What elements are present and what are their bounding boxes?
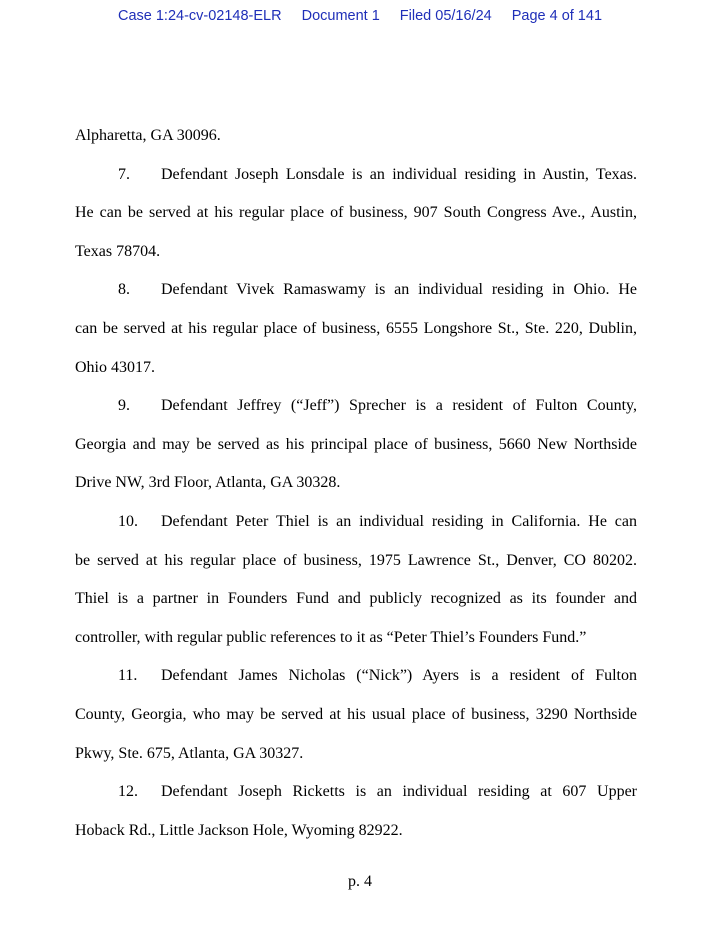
text-line: controller, with regular public references to it as “Peter Thiel’s Founders Fund.”: [75, 628, 587, 646]
text-line: He can be served at his regular place of business, 907 South Congress Ave., Austin,: [75, 204, 637, 222]
paragraph-7-line: 7. Defendant Joseph Lonsdale is an individual residing in Austin, Texas.: [75, 156, 637, 195]
ecf-header: [0, 8, 720, 24]
filed-date: Filed 05/16/24: [399, 8, 492, 24]
text-line: Pkwy, Ste. 675, Atlanta, GA 30327.: [75, 744, 304, 762]
text-line: Texas 78704.: [75, 242, 161, 260]
text-line: can be served at his regular place of business, 6555 Longshore St., Ste. 220, Dublin,: [75, 319, 637, 337]
paragraph-8-line: 8. Defendant Vivek Ramaswamy is an individual residing in Ohio. He: [75, 271, 637, 310]
document-body: [75, 117, 637, 850]
page-count: Page 4 of 141: [511, 8, 603, 24]
paragraph-number: 8.: [118, 281, 130, 299]
paragraph-11-line: 11. Defendant James Nicholas (“Nick”) Ayers is a resident of Fulton: [75, 657, 637, 696]
paragraph-number: 9.: [118, 397, 130, 415]
text-line: Georgia and may be served as his principal place of business, 5660 New Northside: [75, 435, 637, 453]
text-line: be served at his regular place of business, 1975 Lawrence St., Denver, CO 80202.: [75, 551, 637, 569]
text-line: Alpharetta, GA 30096.: [75, 127, 221, 144]
paragraph-number: 12.: [118, 783, 138, 801]
paragraph-9-line: 9. Defendant Jeffrey (“Jeff”) Sprecher is a resident of Fulton County,: [75, 387, 637, 426]
text-line: Ohio 43017.: [75, 358, 155, 376]
text-line: Hoback Rd., Little Jackson Hole, Wyoming 82922.: [75, 821, 403, 839]
paragraph-10-line: 10. Defendant Peter Thiel is an individual residing in California. He can: [75, 503, 637, 542]
document-number: Document 1: [301, 8, 380, 24]
text-line: County, Georgia, who may be served at his usual place of business, 3290 Northside: [75, 705, 637, 723]
case-number: Case 1:24-cv-02148-ELR: [117, 8, 282, 24]
paragraph-12-line: 12. Defendant Joseph Ricketts is an individual residing at 607 Upper: [75, 773, 637, 812]
page-number: p. 4: [348, 873, 372, 890]
text-line: Thiel is a partner in Founders Fund and publicly recognized as its founder and: [75, 590, 637, 608]
text-line: Drive NW, 3rd Floor, Atlanta, GA 30328.: [75, 474, 341, 492]
paragraph-number: 11.: [118, 667, 138, 685]
paragraph-number: 10.: [118, 512, 138, 530]
paragraph-number: 7.: [118, 165, 130, 183]
